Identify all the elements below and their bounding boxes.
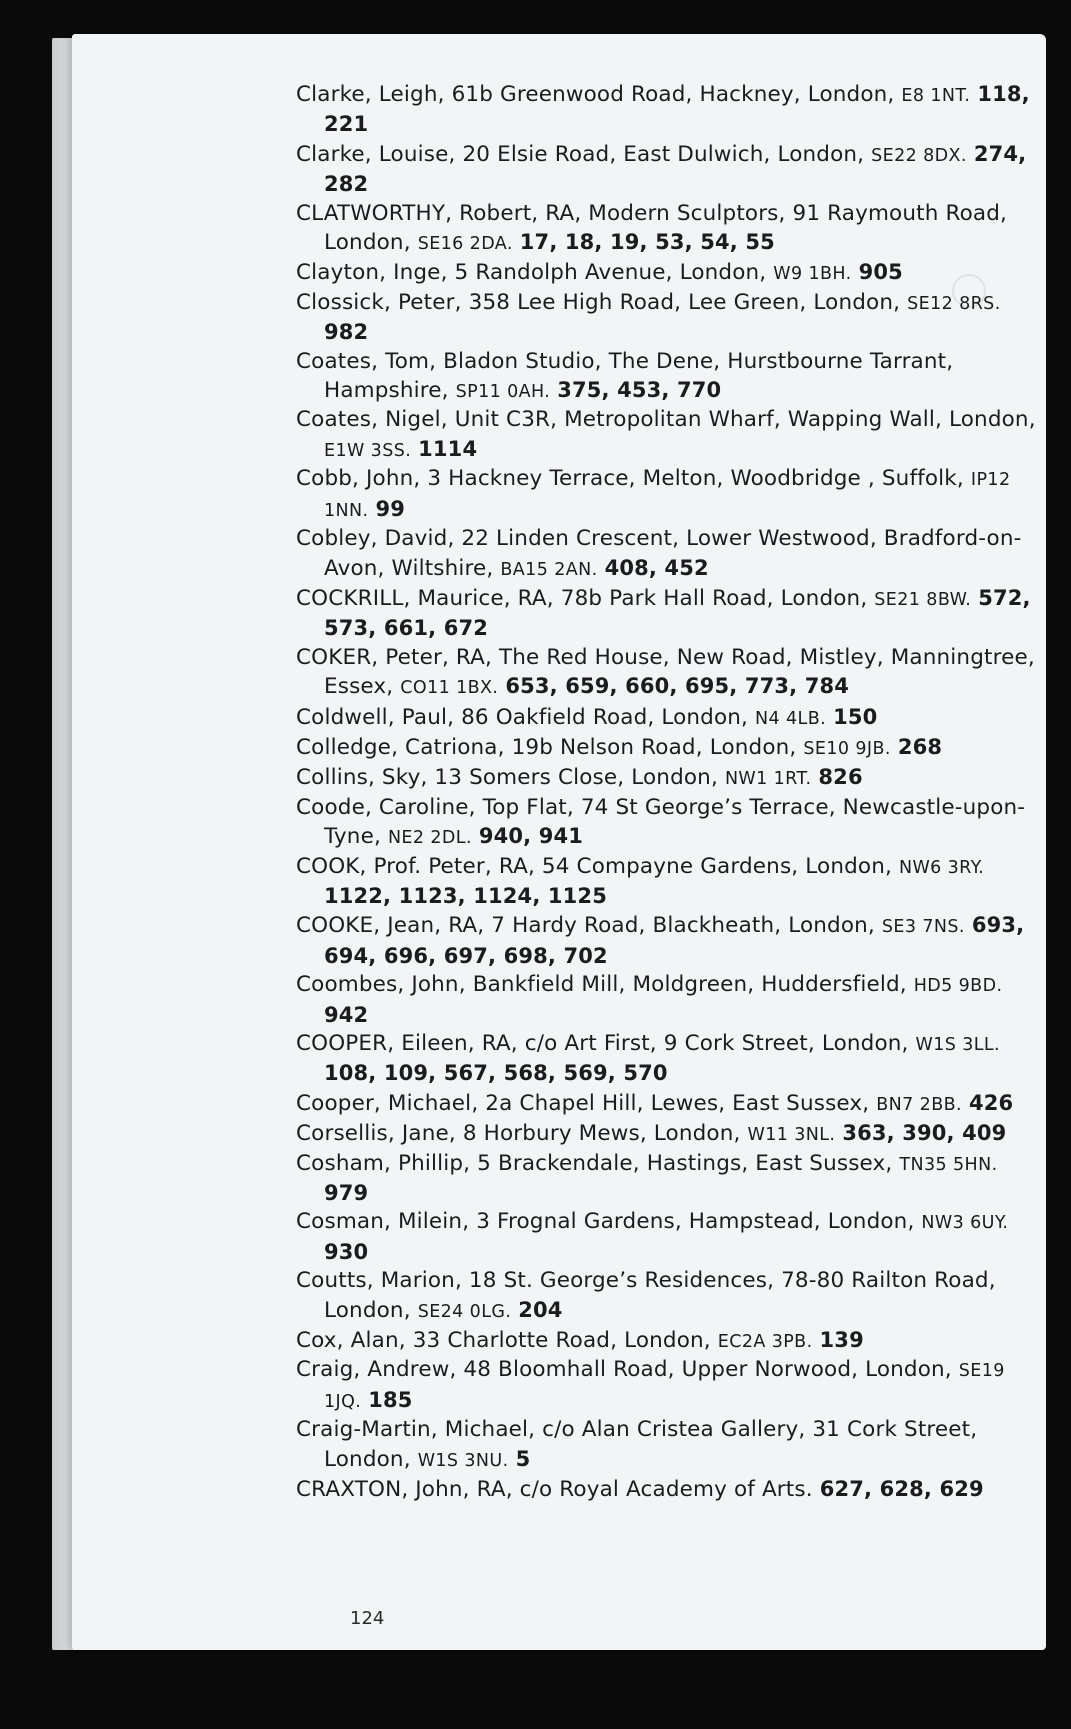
entry-postcode: HD5 9BD. (913, 976, 1003, 997)
entry-address: 2a Chapel Hill, Lewes, East Sussex, (485, 1090, 870, 1116)
entry-pages: 5 (515, 1446, 531, 1471)
entry-pages: 826 (818, 765, 863, 790)
index-entry: CLATWORTHY, Robert, RA, Modern Sculptors, 91 Raymouth Road, London, SE16 2DA. 17, 18, 19, 53, 54, 55 (296, 200, 1008, 256)
entry-name: Cosham, Phillip (296, 1150, 464, 1176)
index-entry: Cosham, Phillip, 5 Brackendale, Hastings, East Sussex, TN35 5HN. 979 (296, 1150, 998, 1206)
entry-postcode: SE21 8BW. (874, 589, 972, 610)
entry-postcode: CO11 1BX. (400, 678, 499, 699)
entry-address: Modern Sculptors, 91 Raymouth Road, London, (324, 200, 1008, 256)
entry-postcode: BN7 2BB. (876, 1094, 962, 1115)
entry-address: 20 Elsie Road, East Dulwich, London, (462, 141, 865, 167)
entry-postcode: NE2 2DL. (387, 828, 472, 849)
entry-name: Cobb, John (296, 466, 414, 492)
entry-name: COOKE, Jean, RA (296, 913, 478, 939)
entry-address: 19b Nelson Road, London, (511, 734, 797, 760)
index-entry: Clayton, Inge, 5 Randolph Avenue, London, W9 1BH. 905 (296, 260, 903, 286)
entry-address: 5 Randolph Avenue, London, (454, 260, 767, 286)
entry-address: c/o Art First, 9 Cork Street, London, (524, 1031, 909, 1056)
entry-pages: 268 (897, 734, 943, 759)
entry-pages: 363, 390, 409 (842, 1121, 1007, 1146)
entry-pages: 426 (968, 1090, 1014, 1115)
entry-address: 48 Bloomhall Road, Upper Norwood, London, (463, 1357, 952, 1383)
index-entry: Clossick, Peter, 358 Lee High Road, Lee Green, London, SE12 8RS. 982 (296, 289, 1001, 345)
index-entry: Corsellis, Jane, 8 Horbury Mews, London, W11 3NL. 363, 390, 409 (296, 1121, 1007, 1147)
entry-postcode: EC2A 3PB. (717, 1332, 813, 1353)
entry-pages: 1114 (418, 436, 478, 461)
entry-postcode: SE19 1JQ. (324, 1361, 1005, 1412)
entry-address: 3 Hackney Terrace, Melton, Woodbridge , Suffolk, (427, 466, 964, 492)
entry-pages: 653, 659, 660, 695, 773, 784 (505, 674, 850, 699)
entry-pages: 408, 452 (604, 555, 709, 580)
entry-name: COKER, Peter, RA (296, 644, 485, 670)
entry-postcode: NW3 6UY. (921, 1213, 1009, 1234)
index-entry: COKER, Peter, RA, The Red House, New Road, Mistley, Manningtree, Essex, CO11 1BX. 653, 659, 660, 695, 773, 784 (296, 644, 1035, 700)
entry-name: Coldwell, Paul (296, 704, 448, 730)
index-entry: Coode, Caroline, Top Flat, 74 St George’s Terrace, Newcastle-upon-Tyne, NE2 2DL. 940, 941 (296, 794, 1026, 850)
entry-name: Coates, Nigel (296, 407, 441, 433)
entry-name: Clossick, Peter (296, 289, 455, 315)
entry-name: Colledge, Catriona (296, 734, 498, 760)
entry-address: c/o Royal Academy of Arts. (519, 1477, 813, 1503)
index-entry: COOKE, Jean, RA, 7 Hardy Road, Blackheath, London, SE3 7NS. 693, 694, 696, 697, 698, 702 (296, 913, 1025, 968)
entry-name: Cooper, Michael (296, 1090, 472, 1116)
entry-name: Cobley, David (296, 526, 448, 552)
entry-name: Coode, Caroline (296, 794, 469, 820)
entry-address: 13 Somers Close, London, (434, 765, 718, 791)
entry-name: CLATWORTHY, Robert, RA (296, 200, 575, 226)
index-entry: COOPER, Eileen, RA, c/o Art First, 9 Cork Street, London, W1S 3LL. 108, 109, 567, 568, 569, 570 (296, 1031, 1001, 1086)
entry-name: Coombes, John (296, 972, 459, 998)
entry-address: Unit C3R, Metropolitan Wharf, Wapping Wall, London, (454, 407, 1036, 433)
entry-pages: 1122, 1123, 1124, 1125 (324, 883, 607, 908)
entry-address: Bankfield Mill, Moldgreen, Huddersfield, (472, 972, 907, 998)
index-entry: Coombes, John, Bankfield Mill, Moldgreen, Huddersfield, HD5 9BD. 942 (296, 972, 1003, 1027)
index-entry: Clarke, Louise, 20 Elsie Road, East Dulwich, London, SE22 8DX. 274, 282 (296, 141, 1027, 197)
index-entry: Cox, Alan, 33 Charlotte Road, London, EC2A 3PB. 139 (296, 1328, 864, 1354)
entry-name: Collins, Sky (296, 765, 421, 791)
entry-postcode: BA15 2AN. (500, 559, 598, 580)
entry-postcode: E8 1NT. (901, 86, 971, 106)
index-entry: Cosman, Milein, 3 Frognal Gardens, Hampstead, London, NW3 6UY. 930 (296, 1209, 1009, 1264)
entry-address: 5 Brackendale, Hastings, East Sussex, (477, 1150, 893, 1176)
entry-pages: 150 (833, 704, 878, 729)
entry-pages: 905 (858, 260, 903, 285)
entry-address: 86 Oakfield Road, London, (461, 704, 749, 730)
entry-pages: 99 (375, 496, 405, 521)
entry-address: 18 St. George’s Residences, 78-80 Railton Road, London, (324, 1268, 996, 1323)
entry-pages: 17, 18, 19, 53, 54, 55 (519, 230, 775, 255)
index-entry: COOK, Prof. Peter, RA, 54 Compayne Gardens, London, NW6 3RY. 1122, 1123, 1124, 1125 (296, 853, 985, 908)
entry-postcode: SP11 0AH. (455, 382, 551, 403)
index-entry: Craig, Andrew, 48 Bloomhall Road, Upper Norwood, London, SE19 1JQ. 185 (296, 1357, 1005, 1412)
entry-address: 3 Frognal Gardens, Hampstead, London, (476, 1209, 915, 1235)
index-entry: Clarke, Leigh, 61b Greenwood Road, Hackney, London, E8 1NT. 118, 221 (296, 82, 1030, 137)
entry-name: Craig, Andrew (296, 1357, 450, 1383)
entry-pages: 979 (324, 1181, 369, 1206)
entry-name: Clayton, Inge (296, 260, 441, 286)
entry-postcode: W1S 3LL. (915, 1035, 1001, 1055)
entry-pages: 185 (368, 1387, 413, 1412)
entry-address: 54 Compayne Gardens, London, (541, 853, 892, 879)
entry-address: 33 Charlotte Road, London, (412, 1328, 711, 1354)
entry-name: Cosman, Milein (296, 1209, 463, 1235)
entry-address: 61b Greenwood Road, Hackney, London, (451, 82, 895, 107)
entry-postcode: SE10 9JB. (803, 738, 891, 759)
entry-postcode: SE12 8RS. (907, 293, 1001, 314)
entry-address: Bladon Studio, The Dene, Hurstbourne Tarrant, Hampshire, (324, 348, 954, 404)
index-entries (296, 80, 1036, 1506)
entry-name: COOK, Prof. Peter, RA (296, 853, 528, 879)
entry-name: COCKRILL, Maurice, RA (296, 585, 547, 611)
entry-pages: 274, 282 (324, 141, 1027, 197)
entry-name: Coates, Tom (296, 348, 430, 374)
entry-postcode: SE22 8DX. (871, 145, 967, 166)
entry-pages: 572, 573, 661, 672 (324, 585, 1031, 641)
entry-postcode: W1S 3NU. (417, 1450, 509, 1471)
entry-name: Clarke, Leigh (296, 82, 438, 107)
entry-postcode: N4 4LB. (755, 708, 827, 729)
index-entry: Cobb, John, 3 Hackney Terrace, Melton, Woodbridge , Suffolk, IP12 1NN. 99 (296, 466, 1011, 521)
entry-pages: 118, 221 (324, 82, 1030, 137)
entry-postcode: E1W 3SS. (324, 440, 412, 461)
entry-address: 7 Hardy Road, Blackheath, London, (491, 913, 875, 939)
entry-address: Top Flat, 74 St George’s Terrace, Newcastle-upon-Tyne, (324, 794, 1026, 850)
index-entry: Coates, Nigel, Unit C3R, Metropolitan Wharf, Wapping Wall, London, E1W 3SS. 1114 (296, 407, 1036, 461)
entry-pages: 942 (324, 1002, 369, 1027)
entry-name: Corsellis, Jane (296, 1121, 449, 1147)
entry-address: 358 Lee High Road, Lee Green, London, (468, 289, 901, 315)
index-entry: Coutts, Marion, 18 St. George’s Residences, 78-80 Railton Road, London, SE24 0LG. 204 (296, 1268, 996, 1323)
entry-pages: 204 (518, 1297, 563, 1322)
entry-address: 22 Linden Crescent, Lower Westwood, Bradford-on-Avon, Wiltshire, (324, 526, 1022, 581)
entry-postcode: W9 1BH. (773, 264, 852, 285)
index-entry: Cobley, David, 22 Linden Crescent, Lower Westwood, Bradford-on-Avon, Wiltshire, BA15 2AN. 408, 452 (296, 526, 1022, 581)
entry-pages: 139 (819, 1328, 864, 1353)
entry-address: 8 Horbury Mews, London, (462, 1121, 741, 1147)
entry-postcode: SE24 0LG. (417, 1301, 512, 1322)
index-entry: Colledge, Catriona, 19b Nelson Road, London, SE10 9JB. 268 (296, 734, 943, 760)
index-entry: Coates, Tom, Bladon Studio, The Dene, Hurstbourne Tarrant, Hampshire, SP11 0AH. 375, 453, 770 (296, 348, 954, 404)
entry-pages: 375, 453, 770 (557, 378, 722, 403)
entry-postcode: IP12 1NN. (324, 470, 1011, 521)
entry-pages: 930 (324, 1239, 369, 1264)
entry-name: Coutts, Marion (296, 1268, 455, 1294)
entry-postcode: NW1 1RT. (724, 769, 812, 790)
entry-address: The Red House, New Road, Mistley, Manningtree, Essex, (324, 644, 1035, 700)
entry-postcode: SE3 7NS. (881, 917, 965, 938)
entry-name: COOPER, Eileen, RA (296, 1031, 511, 1056)
index-entry: CRAXTON, John, RA, c/o Royal Academy of Arts. 627, 628, 629 (296, 1477, 984, 1503)
entry-pages: 693, 694, 696, 697, 698, 702 (324, 913, 1025, 968)
entry-postcode: SE16 2DA. (417, 234, 513, 255)
entry-postcode: NW6 3RY. (898, 857, 985, 878)
page-number: 124 (350, 1608, 385, 1629)
index-entry: COCKRILL, Maurice, RA, 78b Park Hall Road, London, SE21 8BW. 572, 573, 661, 672 (296, 585, 1031, 641)
entry-address: 78b Park Hall Road, London, (560, 585, 868, 611)
index-entry: Collins, Sky, 13 Somers Close, London, NW1 1RT. 826 (296, 765, 863, 791)
entry-postcode: TN35 5HN. (899, 1154, 998, 1175)
index-entry: Cooper, Michael, 2a Chapel Hill, Lewes, East Sussex, BN7 2BB. 426 (296, 1090, 1014, 1116)
entry-name: Cox, Alan (296, 1328, 399, 1354)
entry-name: CRAXTON, John, RA (296, 1477, 506, 1503)
entry-address: c/o Alan Cristea Gallery, 31 Cork Street, London, (324, 1417, 978, 1472)
entry-pages: 982 (324, 320, 369, 345)
entry-pages: 940, 941 (478, 824, 584, 849)
entry-postcode: W11 3NL. (747, 1125, 836, 1146)
index-entry: Craig-Martin, Michael, c/o Alan Cristea Gallery, 31 Cork Street, London, W1S 3NU. 5 (296, 1417, 978, 1472)
entry-pages: 627, 628, 629 (819, 1477, 984, 1502)
entry-name: Clarke, Louise (296, 141, 449, 167)
entry-pages: 108, 109, 567, 568, 569, 570 (324, 1061, 668, 1086)
index-entry: Coldwell, Paul, 86 Oakfield Road, London, N4 4LB. 150 (296, 704, 878, 730)
entry-name: Craig-Martin, Michael (296, 1417, 529, 1443)
